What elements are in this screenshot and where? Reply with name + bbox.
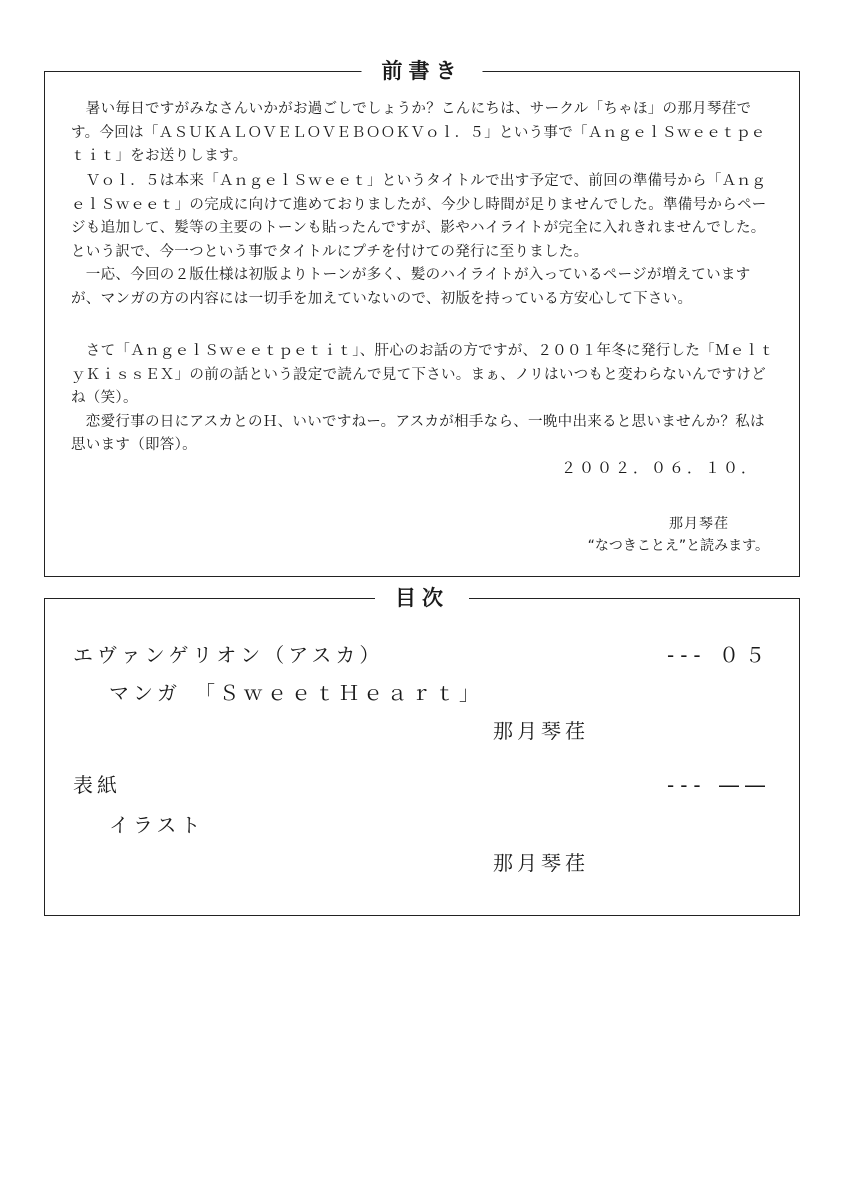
- preface-section: [44, 59, 800, 577]
- preface-paragraph-1: 暑い毎日ですがみなさんいかがお過ごしでしょうか？こんにちは、サークル「ちゃほ」の那月琴荏です。今回は「ＡＳＵＫＡＬＯＶＥＬＯＶＥＢＯＯＫＶｏｌ．５」という事で「ＡｎｇｅｌＳｗｅｅｔｐｅｔｉｔ」をお送りします。: [71, 101, 766, 164]
- signature-name: 那月琴荏: [669, 516, 729, 532]
- preface-date: ２００２．０６．１０．: [560, 459, 759, 477]
- toc-entry-subtitle: マンガ 「ＳｗｅｅｔＨｅａｒｔ」: [109, 681, 483, 705]
- preface-paragraph-2: Ｖｏｌ．５は本来「ＡｎｇｅｌＳｗｅｅｔ」というタイトルで出す予定で、前回の準備号から「ＡｎｇｅｌＳｗｅｅｔ」の完成に向けて進めておりましたが、今少し時間が足りませんでした。準備号からページも追加して、髪等の主要のトーンも貼ったんですが、影やハイライトが完全に入れきれませんでした。という訳で、今一つという事でタイトルにプチを付けての発行に至りました。 一応、今回の２版仕様は初版よりトーンが多く、髪のハイライトが入っているページが増えていますが、マンガの方の内容には一切手を加えていないので、初版を持っている方安心して下さい。: [71, 173, 767, 307]
- toc-entry-author: 那月琴荏: [493, 719, 589, 743]
- preface-paragraph-3: さて「ＡｎｇｅｌＳｗｅｅｔｐｅｔｉｔ」、肝心のお話の方ですが、２００１年冬に発行した「ＭｅｌｔｙＫｉｓｓＥＸ」の前の話という設定で読んで見て下さい。まぁ、ノリはいつもと変わらないんですけどね（笑）。 恋愛行事の日にアスカとのＨ、いいですねー。アスカが相手なら、一晩中出来ると思いませんか？私は思います（即答）。: [71, 343, 775, 453]
- toc-title: 目次: [375, 583, 469, 613]
- toc-entry-author: 那月琴荏: [493, 851, 589, 875]
- preface-title: 前書き: [362, 56, 483, 86]
- toc-entry-page: --- ――: [666, 773, 771, 797]
- toc-entry-subtitle: イラスト: [109, 813, 205, 837]
- toc-entry-page: --- ０５: [666, 643, 771, 667]
- signature-reading: “なつきことえ”と読みます。: [587, 538, 769, 554]
- toc-section: [44, 586, 800, 916]
- toc-entry-title: エヴァンゲリオン（アスカ）: [73, 643, 384, 667]
- toc-entry-title: 表紙: [73, 773, 121, 797]
